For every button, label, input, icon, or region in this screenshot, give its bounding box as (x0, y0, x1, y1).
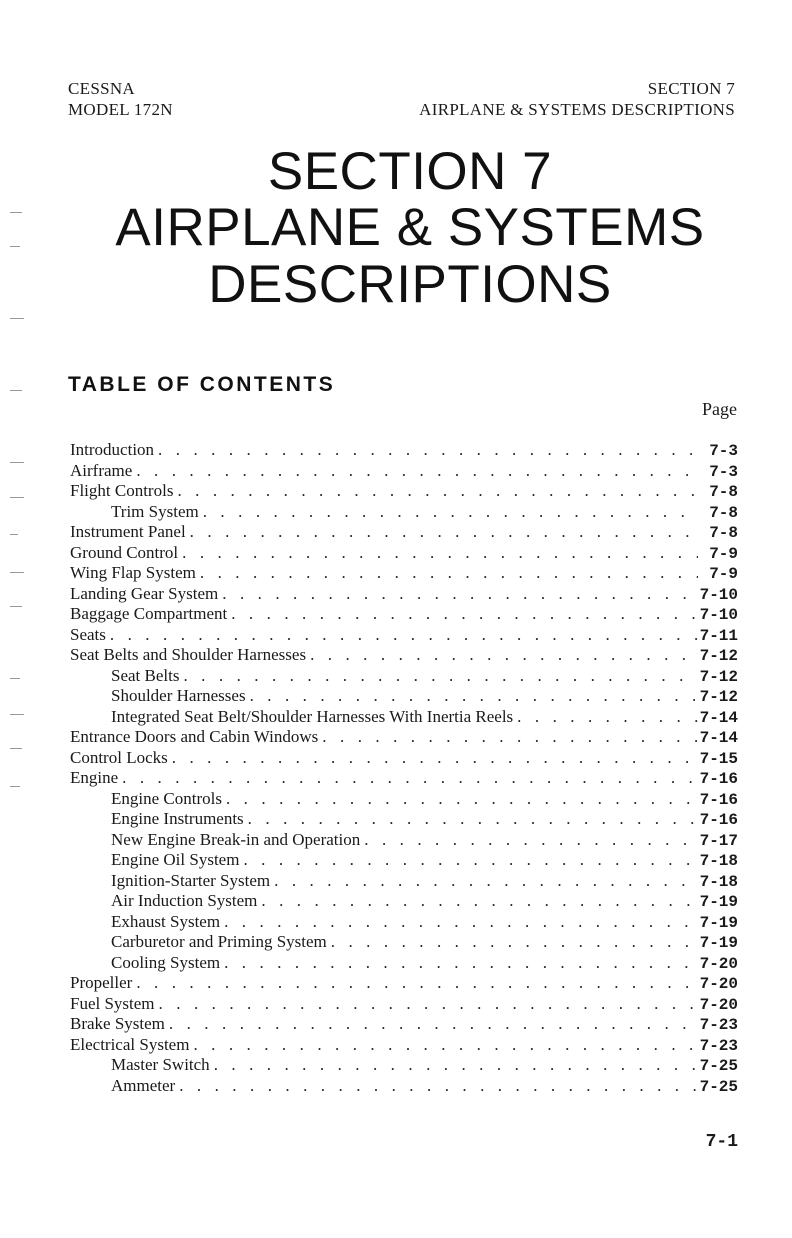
toc-entry-title: Carburetor and Priming System (111, 932, 327, 951)
toc-entry-title: Seats (70, 624, 106, 644)
toc-entry (70, 830, 738, 851)
toc-entry-page: 7-15 (699, 749, 738, 768)
toc-entry-page: 7-19 (699, 913, 738, 932)
toc-entry-page: 7-20 (699, 995, 738, 1014)
toc-entry-title: Engine Instruments (111, 809, 244, 828)
toc-entry-page: 7-3 (709, 462, 738, 481)
toc-entry-page: 7-18 (699, 872, 738, 891)
toc-entry-title: Brake System (70, 1014, 165, 1033)
toc-entry (70, 850, 738, 871)
toc-leader-dots (169, 1014, 698, 1035)
header-model: MODEL 172N (68, 100, 173, 119)
toc-entry-title: Cooling System (111, 952, 221, 972)
toc-leader-dots (517, 707, 698, 728)
toc-entry-title: Engine Oil System (111, 850, 240, 869)
toc-entry-page: 7-17 (699, 831, 738, 850)
toc-entry-title: Introduction (70, 440, 155, 459)
toc-entry (70, 912, 738, 933)
toc-leader-dots (193, 1035, 698, 1056)
toc-entry-page: 7-8 (709, 503, 738, 522)
toc-entry-title: Baggage Compartment (70, 604, 228, 623)
toc-entry-title: Ignition-Starter System (111, 870, 271, 890)
toc-entry-title: Trim System (111, 501, 199, 521)
toc-entry (70, 522, 738, 543)
toc-entry (70, 502, 738, 523)
toc-entry-title: Ammeter (111, 1075, 176, 1095)
toc-entry (70, 768, 738, 789)
toc-leader-dots (322, 727, 698, 748)
table-of-contents (70, 440, 738, 1096)
header-section-title: AIRPLANE & SYSTEMS DESCRIPTIONS (419, 100, 735, 119)
header-make: CESSNA (68, 79, 135, 98)
toc-entry-page: 7-19 (699, 893, 738, 911)
toc-entry-page: 7-20 (699, 954, 738, 973)
section-title-line1: SECTION 7 (267, 142, 553, 201)
toc-page-column-label: Page (702, 399, 737, 419)
toc-leader-dots (243, 850, 698, 871)
toc-entry-page: 7-12 (699, 688, 738, 706)
toc-entry-title: Airframe (70, 460, 133, 480)
toc-entry (70, 727, 738, 748)
toc-entry-page: 7-10 (699, 585, 738, 604)
toc-entry-page: 7-3 (709, 442, 738, 460)
running-header-right (419, 78, 735, 120)
toc-entry (70, 543, 738, 564)
toc-entry-title: Propeller (70, 973, 133, 992)
toc-entry (70, 563, 738, 584)
toc-entry-page: 7-14 (699, 729, 738, 747)
toc-leader-dots (310, 645, 698, 666)
toc-entry-page: 7-16 (699, 790, 738, 809)
toc-entry (70, 809, 738, 830)
toc-leader-dots (214, 1055, 698, 1076)
toc-leader-dots (364, 830, 698, 851)
toc-entry-title: Seat Belts and Shoulder Harnesses (70, 645, 307, 664)
toc-leader-dots (179, 1076, 698, 1097)
toc-entry-page: 7-16 (699, 770, 738, 788)
toc-entry (70, 932, 738, 953)
toc-leader-dots (261, 891, 698, 912)
toc-entry (70, 686, 738, 707)
toc-entry (70, 994, 738, 1015)
toc-entry-page: 7-10 (699, 606, 738, 624)
toc-leader-dots (158, 440, 698, 461)
toc-entry-page: 7-9 (709, 565, 738, 583)
toc-entry-page: 7-8 (709, 524, 738, 542)
toc-leader-dots (231, 604, 698, 625)
toc-entry (70, 604, 738, 625)
toc-entry-title: New Engine Break-in and Operation (111, 829, 361, 849)
toc-entry-page: 7-18 (699, 852, 738, 870)
toc-entry-title: Fuel System (70, 993, 155, 1013)
toc-entry-title: Entrance Doors and Cabin Windows (70, 727, 319, 746)
toc-entry-title: Electrical System (70, 1034, 190, 1054)
toc-leader-dots (250, 686, 698, 707)
toc-entry-title: Master Switch (111, 1055, 210, 1074)
toc-leader-dots (122, 768, 698, 789)
toc-entry (70, 1055, 738, 1076)
toc-entry-title: Flight Controls (70, 481, 174, 500)
toc-entry-title: Landing Gear System (70, 583, 219, 603)
toc-entry-title: Engine (70, 768, 119, 787)
toc-entry-page: 7-25 (699, 1057, 738, 1075)
toc-entry-page: 7-12 (699, 647, 738, 665)
toc-entry-title: Integrated Seat Belt/Shoulder Harnesses With Inertia Reels (111, 706, 514, 726)
toc-entry-title: Seat Belts (111, 665, 180, 685)
toc-entry-title: Engine Controls (111, 788, 222, 808)
toc-entry-title: Wing Flap System (70, 563, 196, 582)
toc-entry-title: Air Induction System (111, 891, 258, 910)
toc-entry-page: 7-9 (709, 544, 738, 563)
toc-leader-dots (222, 584, 698, 605)
toc-entry (70, 748, 738, 769)
toc-entry (70, 625, 738, 646)
toc-entry (70, 1076, 738, 1097)
toc-leader-dots (200, 563, 698, 584)
toc-leader-dots (172, 748, 698, 769)
page-number: 7-1 (705, 1132, 738, 1152)
running-header-left (68, 78, 173, 120)
toc-leader-dots (274, 871, 698, 892)
toc-heading: TABLE OF CONTENTS (68, 373, 336, 396)
toc-entry-page: 7-20 (699, 975, 738, 993)
toc-entry (70, 789, 738, 810)
toc-leader-dots (226, 789, 698, 810)
toc-entry-title: Instrument Panel (70, 522, 186, 541)
toc-entry-title: Control Locks (70, 747, 168, 767)
toc-entry-page: 7-14 (699, 708, 738, 727)
toc-leader-dots (331, 932, 698, 953)
toc-entry-page: 7-19 (699, 934, 738, 952)
toc-entry (70, 871, 738, 892)
toc-leader-dots (182, 543, 698, 564)
toc-entry (70, 440, 738, 461)
toc-entry-title: Ground Control (70, 542, 179, 562)
toc-leader-dots (177, 481, 698, 502)
toc-leader-dots (248, 809, 698, 830)
toc-entry (70, 584, 738, 605)
toc-entry-page: 7-16 (699, 811, 738, 829)
toc-leader-dots (203, 502, 698, 523)
toc-entry (70, 707, 738, 728)
toc-entry (70, 461, 738, 482)
toc-leader-dots (224, 912, 698, 933)
toc-leader-dots (183, 666, 698, 687)
toc-entry-page: 7-25 (699, 1077, 738, 1096)
toc-entry-title: Exhaust System (111, 911, 221, 931)
section-title-line3: DESCRIPTIONS (208, 255, 612, 314)
toc-leader-dots (224, 953, 698, 974)
toc-leader-dots (110, 625, 698, 646)
toc-entry (70, 891, 738, 912)
toc-entry-page: 7-12 (699, 667, 738, 686)
toc-leader-dots (136, 461, 698, 482)
toc-entry-page: 7-11 (699, 626, 738, 645)
toc-leader-dots (190, 522, 698, 543)
section-title-line2: AIRPLANE & SYSTEMS (115, 198, 705, 257)
header-section: SECTION 7 (647, 79, 735, 98)
toc-entry (70, 1014, 738, 1035)
toc-entry (70, 1035, 738, 1056)
toc-entry (70, 953, 738, 974)
toc-leader-dots (159, 994, 698, 1015)
toc-entry (70, 666, 738, 687)
toc-leader-dots (136, 973, 698, 994)
toc-entry-title: Shoulder Harnesses (111, 686, 246, 705)
toc-entry-page: 7-23 (699, 1036, 738, 1055)
toc-entry (70, 973, 738, 994)
toc-entry (70, 645, 738, 666)
toc-entry-page: 7-23 (699, 1016, 738, 1034)
toc-entry (70, 481, 738, 502)
toc-entry-page: 7-8 (709, 483, 738, 501)
